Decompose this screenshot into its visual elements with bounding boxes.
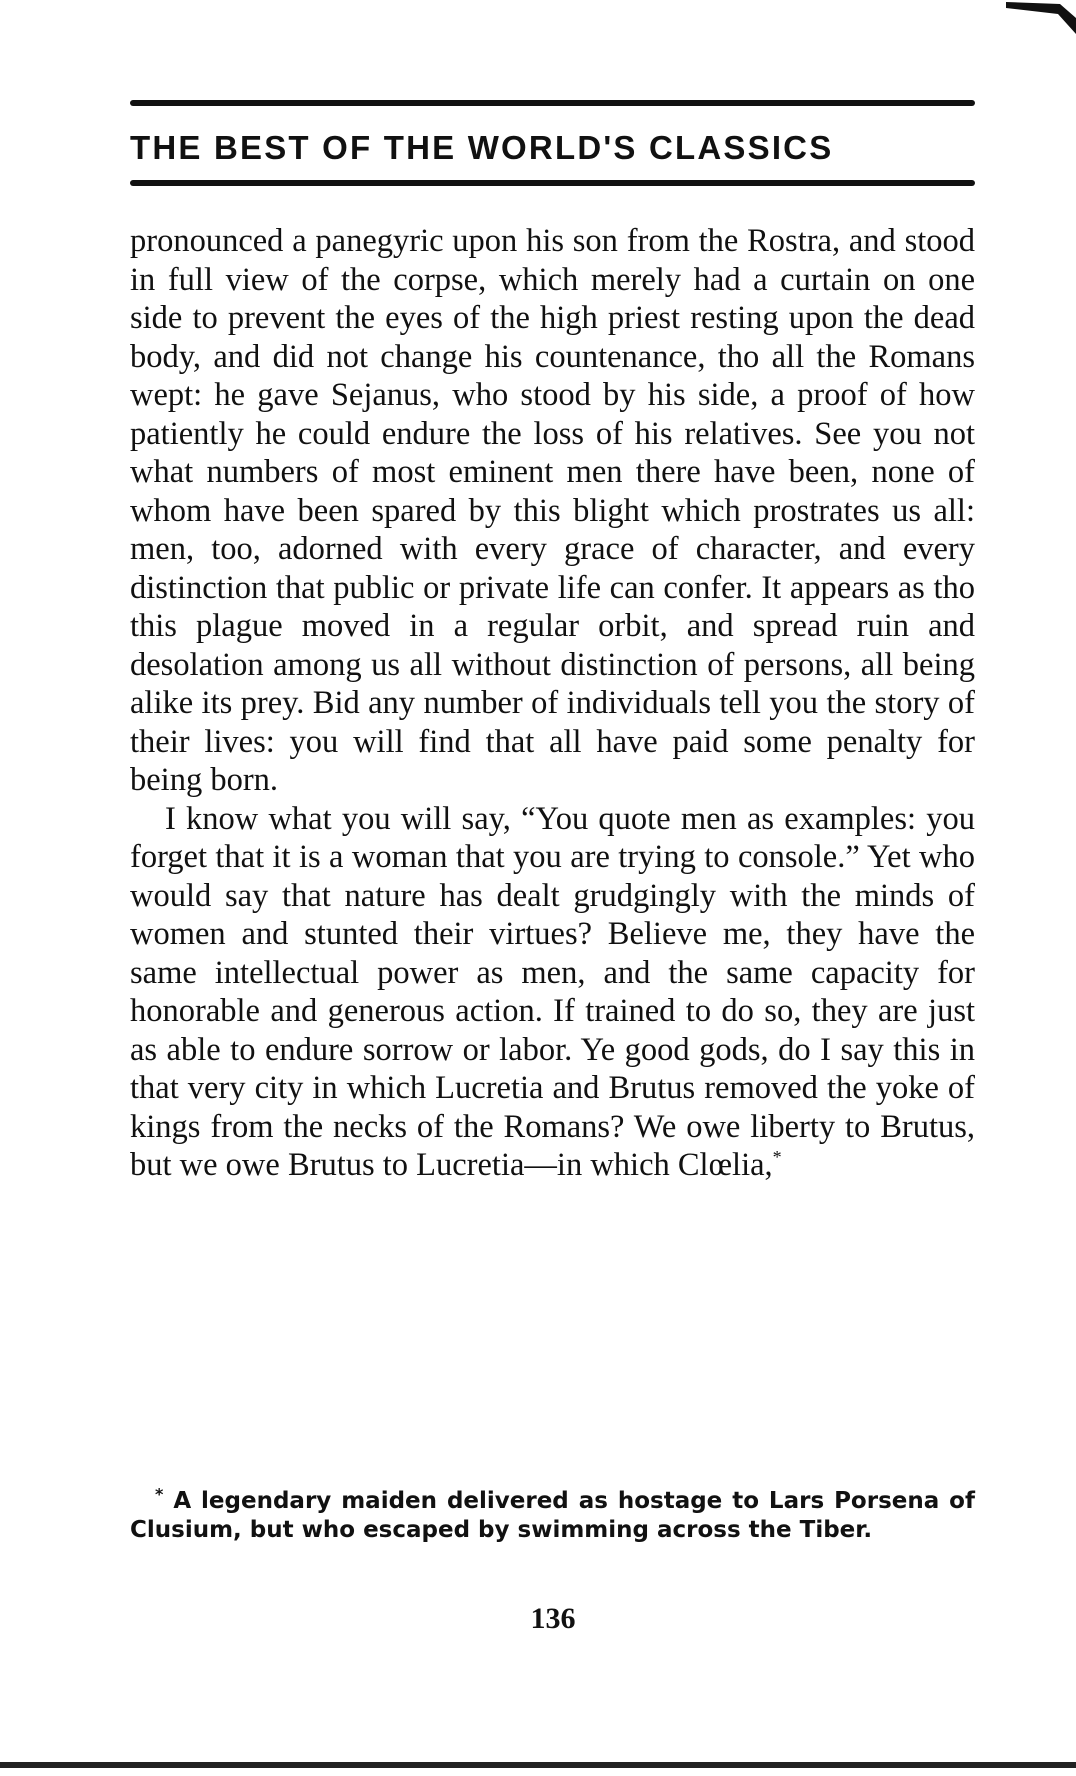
footnote: [130, 1484, 975, 1545]
running-head-title: THE BEST OF THE WORLD'S CLASSICS: [130, 129, 834, 166]
page-bottom-edge: [0, 1762, 1076, 1768]
header-bottom-rule: [130, 180, 975, 186]
running-header: [130, 100, 975, 186]
paragraph-1: pronounced a panegyric upon his son from the Rostra, and stood in full view of the corpse, which merely had a curtain on one side to prevent the eyes of the high priest resting upon the dead body, and did not change his countenance, tho all the Romans wept: he gave Sejanus, who stood by his side, a proof of how patiently he could endure the loss of his relatives. See you not what numbers of most eminent men there have been, none of whom have been spared by this blight which prostrates us all: men, too, adorned with every grace of character, and every distinction that public or private life can confer. It appears as tho this plague moved in a regular orbit, and spread ruin and desolation among us all without distinction of persons, all being alike its prey. Bid any number of individuals tell you the story of their lives: you will find that all have paid some penalty for being born.: [130, 223, 975, 798]
page-number: 136: [530, 1602, 576, 1635]
footnote-marker: *: [155, 1484, 164, 1504]
paragraph-2: [130, 800, 975, 1185]
body-text: [130, 222, 975, 1185]
header-top-rule: [130, 100, 975, 106]
footnote-reference: *: [772, 1147, 782, 1168]
page-corner-mark: [1006, 0, 1076, 34]
footnote-text: A legendary maiden delivered as hostage to Lars Porsena of Clusium, but who escaped by swimming across the Tiber.: [130, 1488, 975, 1543]
paragraph-2-text: I know what you will say, “You quote men as examples: you forget that it is a woman that you are trying to console.” Yet who would say that nature has dealt grudgingly with the minds of women and stunted their virtues? Believe me, they have the same intellectual power as men, and the same capacity for honorable and generous action. If trained to do so, they are just as able to endure sorrow or labor. Ye good gods, do I say this in that very city in which Lucretia and Brutus removed the yoke of kings from the necks of the Romans? We owe liberty to Brutus, but we owe Brutus to Lucretia—in which Clœlia,: [130, 800, 975, 1183]
